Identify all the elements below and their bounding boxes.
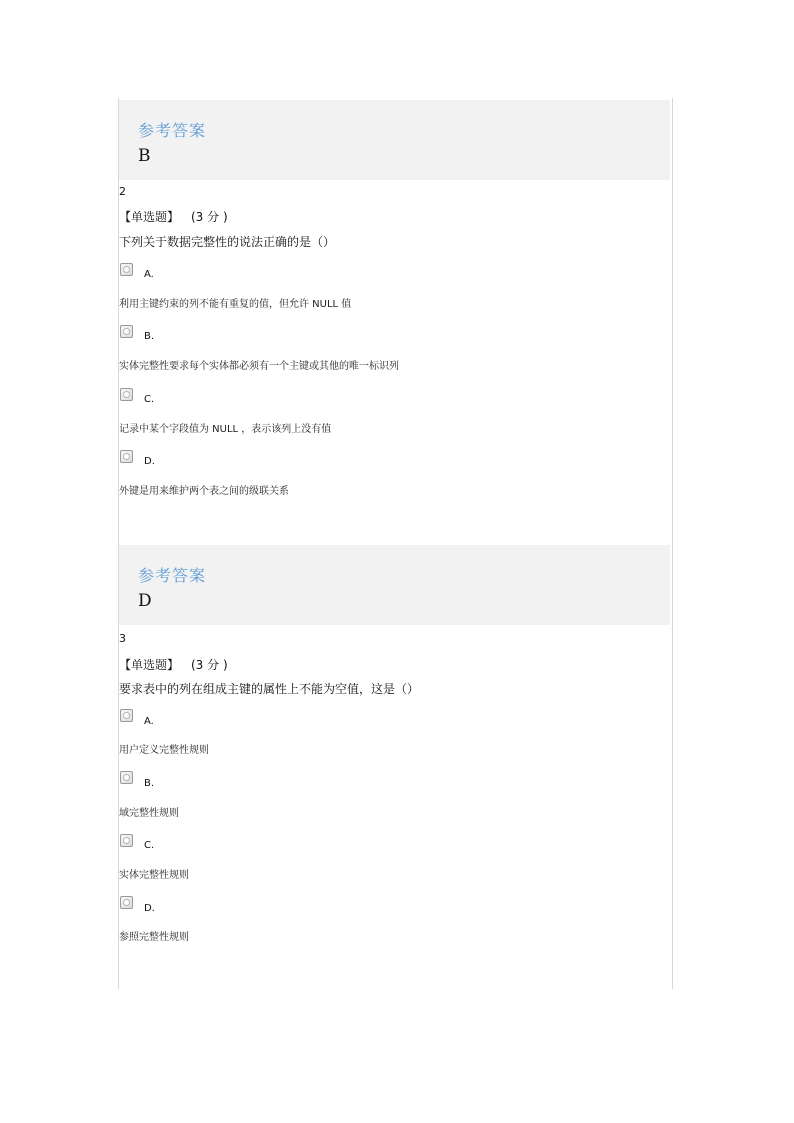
question-score: (3 分 ) [191,658,228,672]
option-c-radio[interactable] [120,388,133,401]
answer-box-q2 [119,545,670,625]
question-number: 2 [119,185,126,198]
option-a-radio[interactable] [120,709,133,722]
answer-label: 参考答案 [138,121,207,140]
option-d-letter: D. [144,456,155,467]
answer-box-q1 [119,100,670,180]
option-a-text: 用户定义完整性规则 [119,745,209,756]
answer-value: B [138,146,151,166]
option-a-letter: A. [144,269,154,280]
question-type: 【单选题】 [119,658,180,672]
question-number: 3 [119,632,126,645]
option-a-radio[interactable] [120,263,133,276]
option-c-letter: C. [144,840,155,851]
option-b-text: 实体完整性要求每个实体都必须有一个主键或其他的唯一标识列 [119,361,399,372]
option-b-text: 域完整性规则 [119,808,179,819]
option-b-letter: B. [144,331,155,342]
option-d-text: 外键是用来维护两个表之间的级联关系 [119,486,289,497]
option-c-radio[interactable] [120,834,133,847]
option-b-letter: B. [144,778,155,789]
option-b-radio[interactable] [120,771,133,784]
option-b-radio[interactable] [120,325,133,338]
option-d-radio[interactable] [120,896,133,909]
option-c-text: 实体完整性规则 [119,870,189,881]
answer-value: D [138,591,152,611]
left-border-line [118,98,119,989]
question-stem: 下列关于数据完整性的说法正确的是（） [119,235,336,249]
option-d-letter: D. [144,903,155,914]
question-type: 【单选题】 [119,210,180,224]
option-a-letter: A. [144,716,154,727]
option-d-text: 参照完整性规则 [119,932,189,943]
question-score: (3 分 ) [191,210,228,224]
option-d-radio[interactable] [120,450,133,463]
answer-label: 参考答案 [138,566,207,585]
right-border-line [672,98,673,989]
question-stem: 要求表中的列在组成主键的属性上不能为空值，这是（） [119,682,420,696]
option-c-text: 记录中某个字段值为 NULL ，表示该列上没有值 [119,424,332,435]
option-a-text: 利用主键约束的列不能有重复的值，但允许 NULL 值 [119,299,352,310]
option-c-letter: C. [144,394,155,405]
